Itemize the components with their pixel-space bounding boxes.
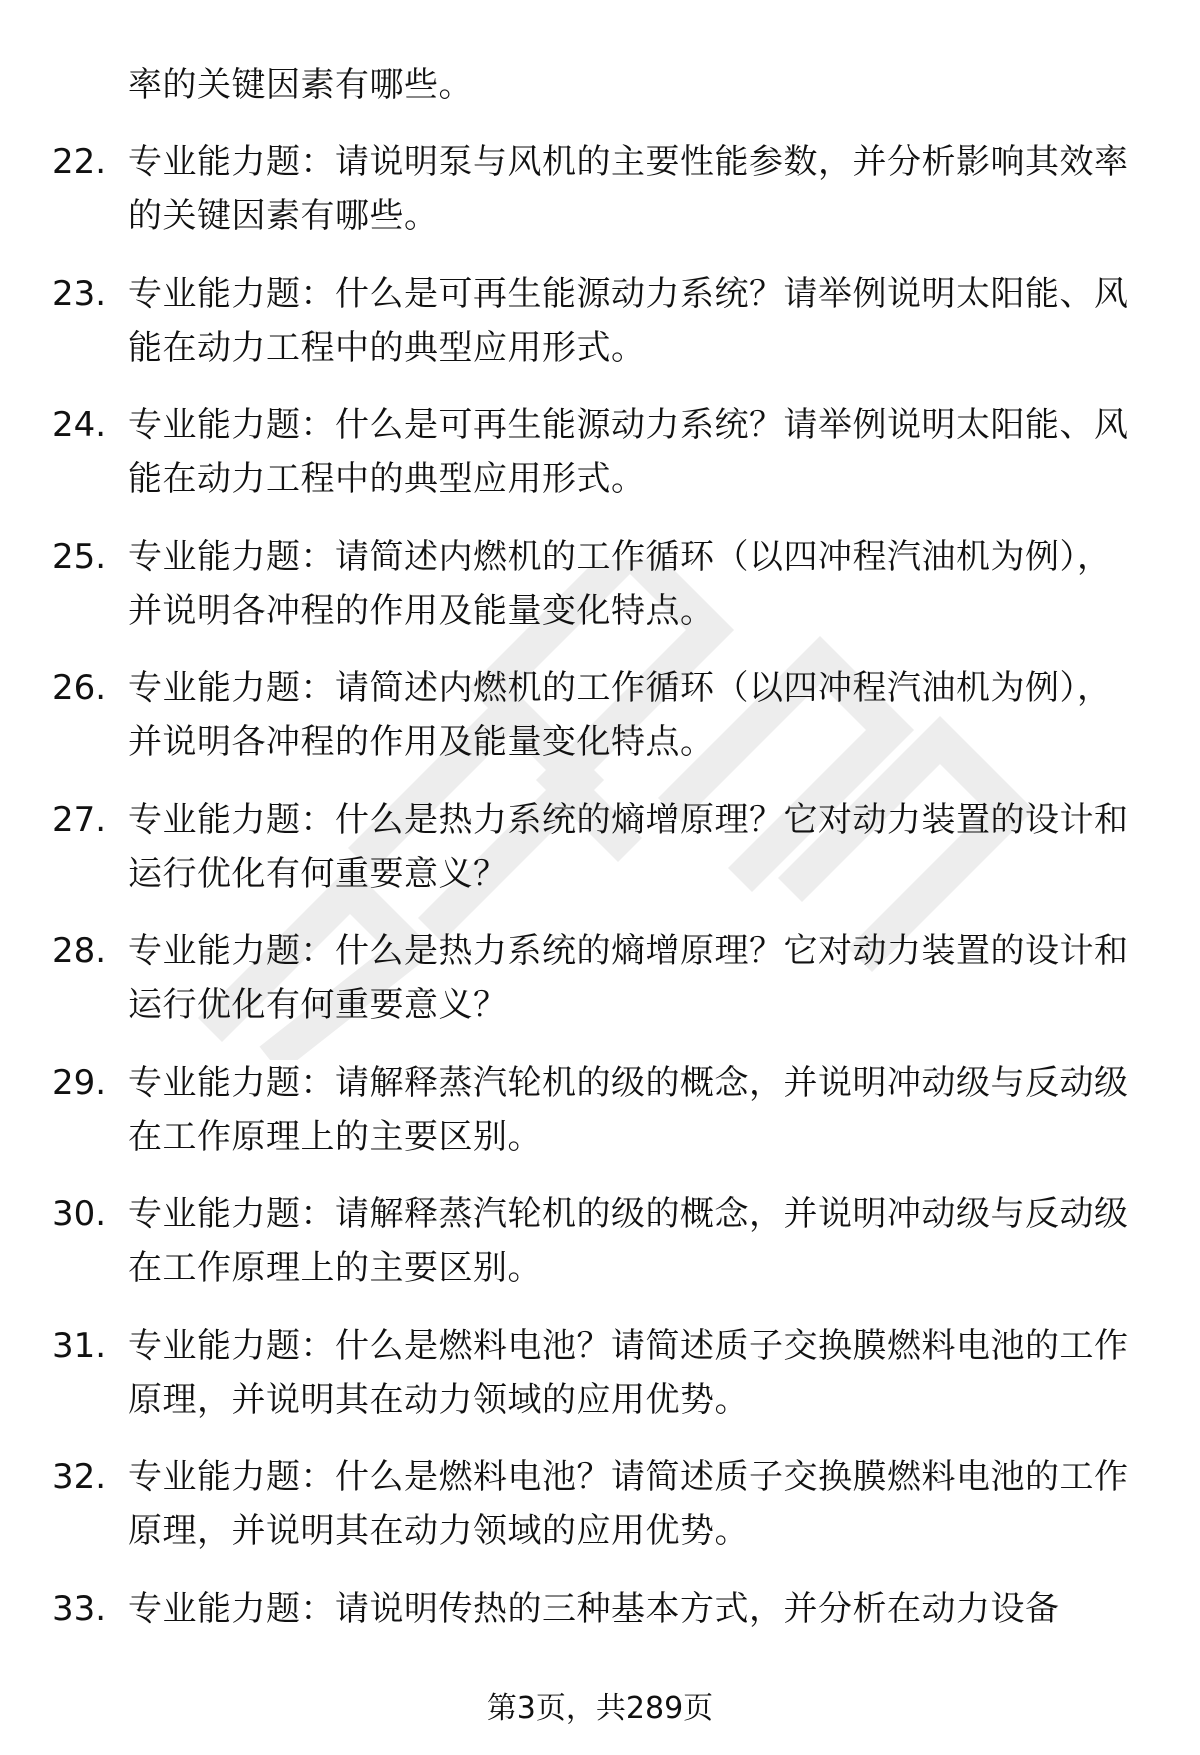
question-text: 专业能力题：请解释蒸汽轮机的级的概念，并说明冲动级与反动级在工作原理上的主要区别。 bbox=[128, 1194, 1129, 1288]
question-text: 专业能力题：请解释蒸汽轮机的级的概念，并说明冲动级与反动级在工作原理上的主要区别。 bbox=[128, 1062, 1129, 1157]
question-text: 专业能力题：什么是可再生能源动力系统？请举例说明太阳能、风能在动力工程中的典型应用形式。 bbox=[128, 273, 1129, 368]
question-text: 专业能力题：什么是热力系统的熵增原理？它对动力装置的设计和运行优化有何重要意义？ bbox=[128, 931, 1129, 1025]
question-item bbox=[0, 1582, 1200, 1690]
question-item bbox=[0, 1056, 1200, 1164]
question-item bbox=[0, 1319, 1200, 1427]
question-number: 24. bbox=[52, 405, 107, 445]
question-item bbox=[0, 661, 1200, 769]
question-text: 专业能力题：请简述内燃机的工作循环（以四冲程汽油机为例），并说明各冲程的作用及能量变化特点。 bbox=[128, 536, 1112, 631]
question-item bbox=[0, 530, 1200, 638]
question-number: 23. bbox=[52, 273, 107, 314]
question-text: 专业能力题：什么是热力系统的熵增原理？它对动力装置的设计和运行优化有何重要意义？ bbox=[128, 799, 1129, 894]
question-item bbox=[0, 1450, 1200, 1558]
question-list bbox=[0, 135, 1200, 1713]
question-item bbox=[0, 135, 1200, 243]
question-number: 31. bbox=[52, 1325, 107, 1366]
continued-text: 率的关键因素有哪些。 bbox=[128, 65, 473, 105]
question-item bbox=[0, 398, 1200, 506]
question-number: 29. bbox=[52, 1062, 107, 1103]
question-text: 专业能力题：请说明泵与风机的主要性能参数，并分析影响其效率的关键因素有哪些。 bbox=[128, 142, 1129, 236]
question-number: 28. bbox=[52, 931, 107, 971]
question-text: 专业能力题：请说明传热的三种基本方式，并分析在动力设备 bbox=[128, 1588, 1060, 1629]
question-number: 32. bbox=[52, 1457, 107, 1497]
question-number: 22. bbox=[52, 142, 107, 182]
question-number: 33. bbox=[52, 1588, 107, 1629]
question-text: 专业能力题：什么是燃料电池？请简述质子交换膜燃料电池的工作原理，并说明其在动力领域的应用优势。 bbox=[128, 1325, 1129, 1420]
question-item bbox=[0, 793, 1200, 901]
question-item bbox=[0, 267, 1200, 375]
question-number: 27. bbox=[52, 799, 107, 840]
question-item bbox=[0, 924, 1200, 1032]
question-text: 专业能力题：什么是可再生能源动力系统？请举例说明太阳能、风能在动力工程中的典型应用形式。 bbox=[128, 405, 1129, 499]
question-number: 25. bbox=[52, 536, 107, 577]
page-footer: 第3页，共289页 bbox=[486, 1691, 714, 1726]
question-text: 专业能力题：请简述内燃机的工作循环（以四冲程汽油机为例），并说明各冲程的作用及能量变化特点。 bbox=[128, 668, 1112, 762]
question-item bbox=[0, 1187, 1200, 1295]
question-number: 26. bbox=[52, 668, 107, 708]
question-number: 30. bbox=[52, 1194, 107, 1234]
question-text: 专业能力题：什么是燃料电池？请简述质子交换膜燃料电池的工作原理，并说明其在动力领域的应用优势。 bbox=[128, 1457, 1129, 1551]
